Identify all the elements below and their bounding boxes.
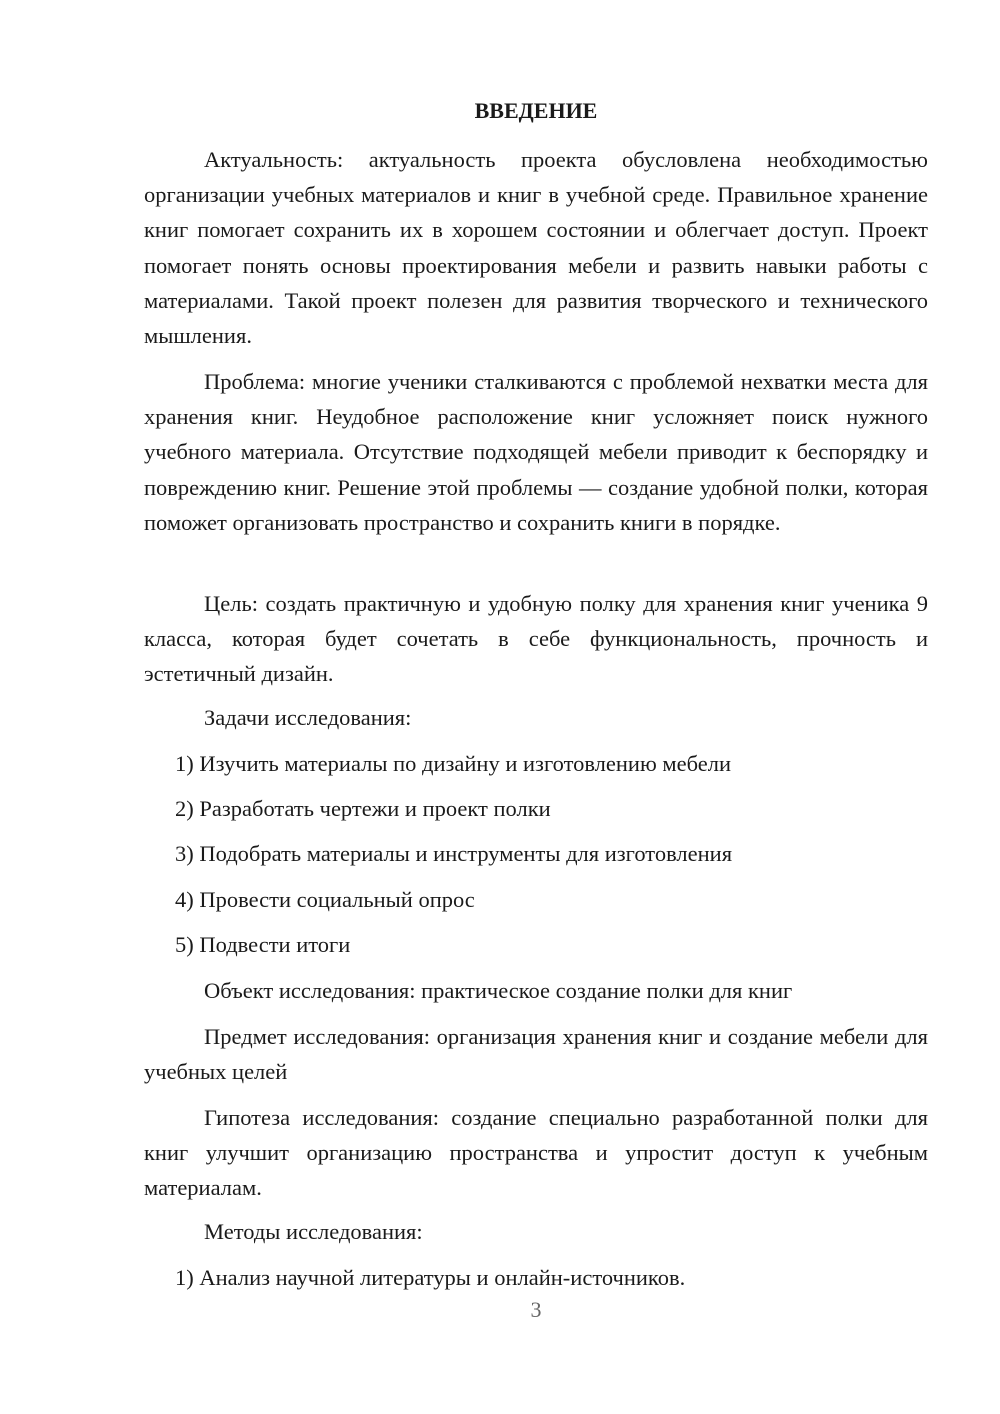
object-paragraph: Объект исследования: практическое создание полки для книг <box>204 978 793 1003</box>
task-item: 4) Провести социальный опрос <box>175 887 475 912</box>
relevance-paragraph: Актуальность: актуальность проекта обусловлена необходимостью организации учебных материалов и книг в учебной среде. Правильное хранение книг помогает сохранить их в хорошем состоянии и облегчает доступ. Проект помогает понять основы проектирования мебели и развить навыки работы с материалами. Такой проект полезен для развития творческого и технического мышления. <box>144 147 928 349</box>
methods-heading: Методы исследования: <box>204 1219 423 1244</box>
page-number: 3 <box>530 1297 542 1322</box>
problem-paragraph: Проблема: многие ученики сталкиваются с проблемой нехватки места для хранения книг. Неудобное расположение книг усложняет поиск нужного учебного материала. Отсутствие подходящей мебели приводит к беспорядку и повреждению книг. Решение этой проблемы — создание удобной полки, которая поможет организовать пространство и сохранить книги в порядке. <box>144 369 928 535</box>
task-item: 2) Разработать чертежи и проект полки <box>175 796 551 821</box>
section-title: ВВЕДЕНИЕ <box>474 98 598 123</box>
task-item: 5) Подвести итоги <box>175 932 351 957</box>
subject-paragraph: Предмет исследования: организация хранения книг и создание мебели для учебных целей <box>144 1024 928 1085</box>
task-item: 3) Подобрать материалы и инструменты для изготовления <box>175 841 733 866</box>
method-item: 1) Анализ научной литературы и онлайн-источников. <box>175 1265 686 1290</box>
goal-paragraph: Цель: создать практичную и удобную полку для хранения книг ученика 9 класса, которая будет сочетать в себе функциональность, прочность и эстетичный дизайн. <box>144 591 928 687</box>
hypothesis-paragraph: Гипотеза исследования: создание специально разработанной полки для книг улучшит организацию пространства и упростит доступ к учебным материалам. <box>144 1105 928 1201</box>
tasks-heading: Задачи исследования: <box>204 705 412 730</box>
task-item: 1) Изучить материалы по дизайну и изготовлению мебели <box>175 751 732 776</box>
